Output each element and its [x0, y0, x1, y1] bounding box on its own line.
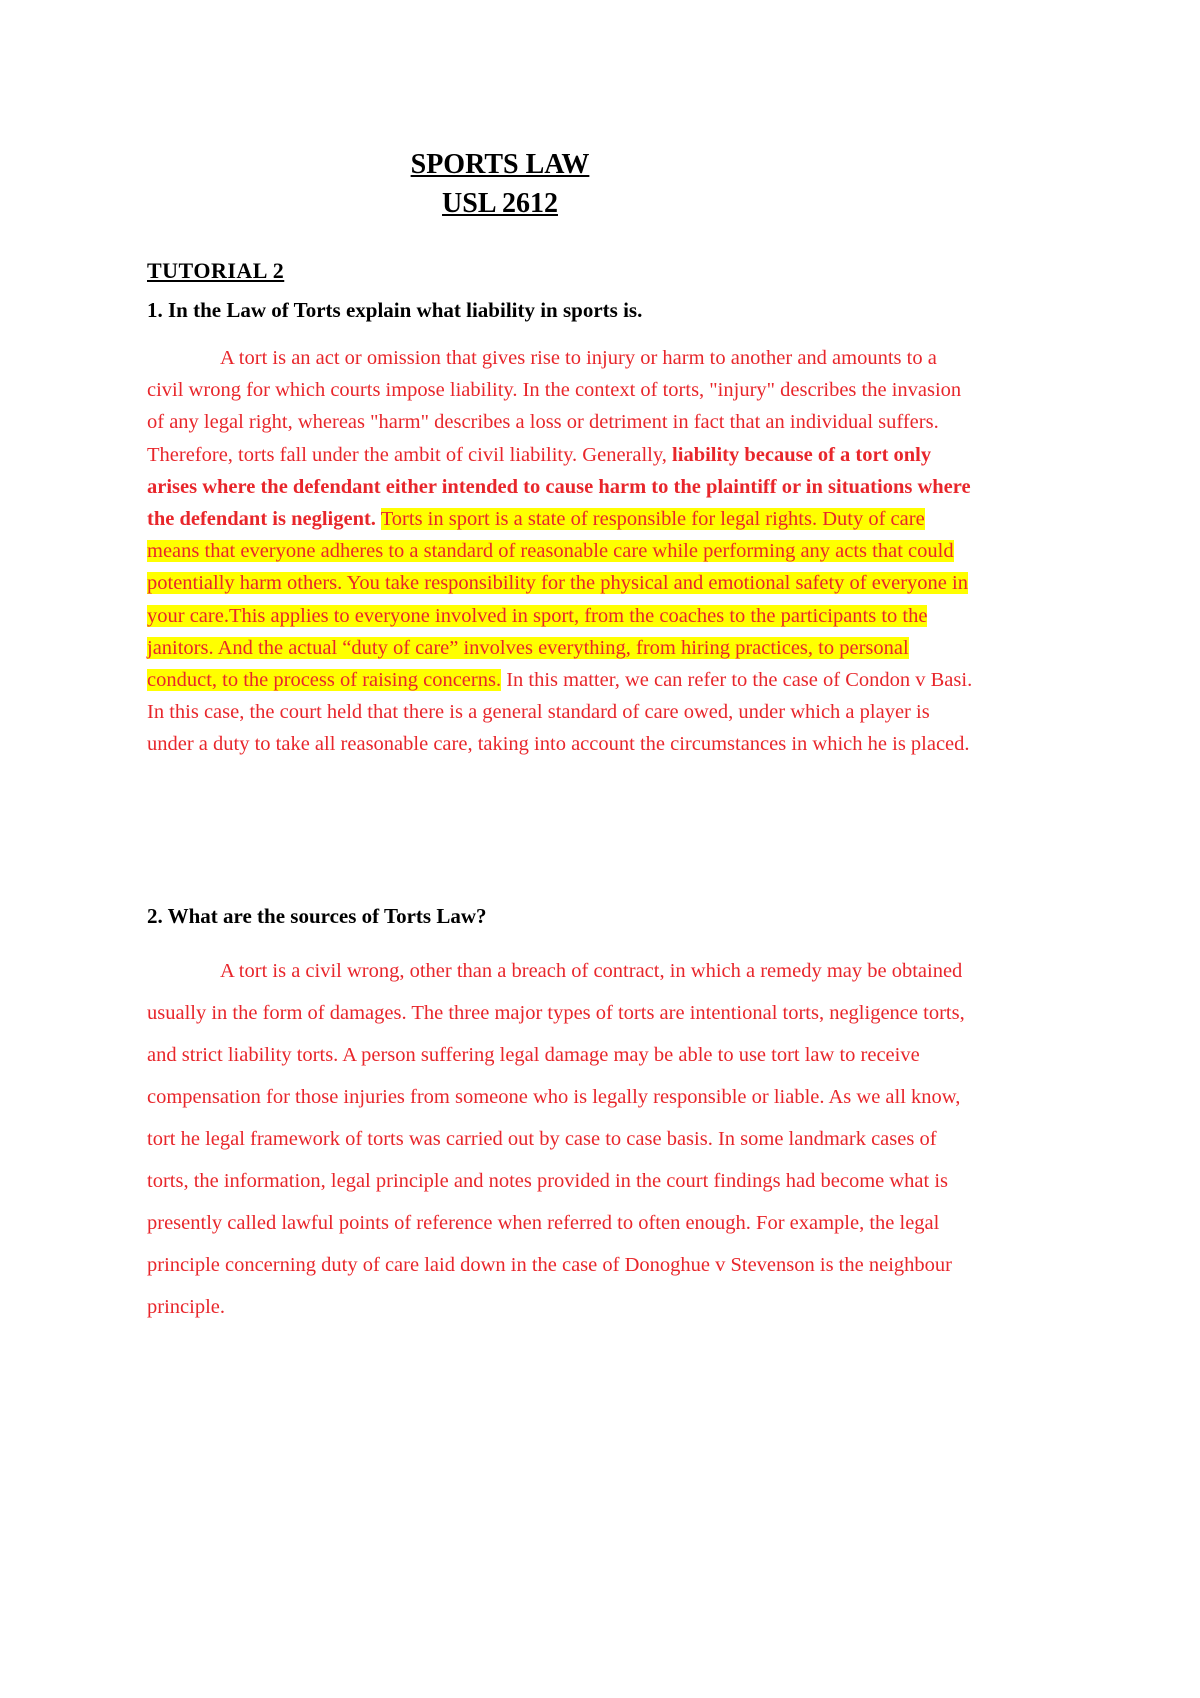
- document-title: [0, 147, 1000, 183]
- answer-1: [147, 342, 977, 761]
- answer-1-highlighted-text: Torts in sport is a state of responsible for legal rights. Duty of care means that everyone adheres to a standard of reasonable care while performing any acts that could potentially harm others. You take responsibility for the physical and emotional safety of everyone in your care.This applies to everyone involved in sport, from the coaches to the participants to the janitors. And the actual “duty of care” involves everything, from hiring practices, to personal conduct, to the process of raising concerns.: [147, 508, 968, 692]
- title-text: SPORTS LAW: [410, 149, 590, 180]
- course-code: [0, 186, 1000, 222]
- answer-1-space: [376, 508, 381, 530]
- answer-2: A tort is a civil wrong, other than a breach of contract, in which a remedy may be obtained usually in the form of damages. The three major types of torts are intentional torts, negligence torts, and strict liability torts. A person suffering legal damage may be able to use tort law to receive compensation for those injuries from someone who is legally responsible or liable. As we all know, tort he legal framework of torts was carried out by case to case basis. In some landmark cases of torts, the information, legal principle and notes provided in the court findings had become what is presently called lawful points of reference when referred to often enough. For example, the legal principle concerning duty of care laid down in the case of Donoghue v Stevenson is the neighbour principle.: [147, 960, 965, 1318]
- course-code-text: USL 2612: [442, 188, 558, 219]
- answer-1-bold-text: liability because of a tort only arises where the defendant either intended to cause harm to the plaintiff or in situations where the defendant is negligent.: [147, 443, 971, 531]
- answer-1-tail: In this matter, we can refer to the case of Condon v Basi. In this case, the court held that there is a general standard of care owed, under which a player is under a duty to take all reasonable care, taking into account the circumstances in which he is placed.: [147, 669, 973, 756]
- tutorial-heading: TUTORIAL 2: [147, 258, 285, 283]
- question-1: 1. In the Law of Torts explain what liability in sports is.: [147, 298, 643, 322]
- answer-1-intro: A tort is an act or omission that gives rise to injury or harm to another and amounts to a civil wrong for which courts impose liability. In the context of torts, "injury" describes the invasion of any legal right, whereas "harm" describes a loss or detriment in fact that an individual suffers. Therefore, torts fall under the ambit of civil liability. Generally,: [147, 347, 962, 466]
- question-2: 2. What are the sources of Torts Law?: [147, 904, 487, 928]
